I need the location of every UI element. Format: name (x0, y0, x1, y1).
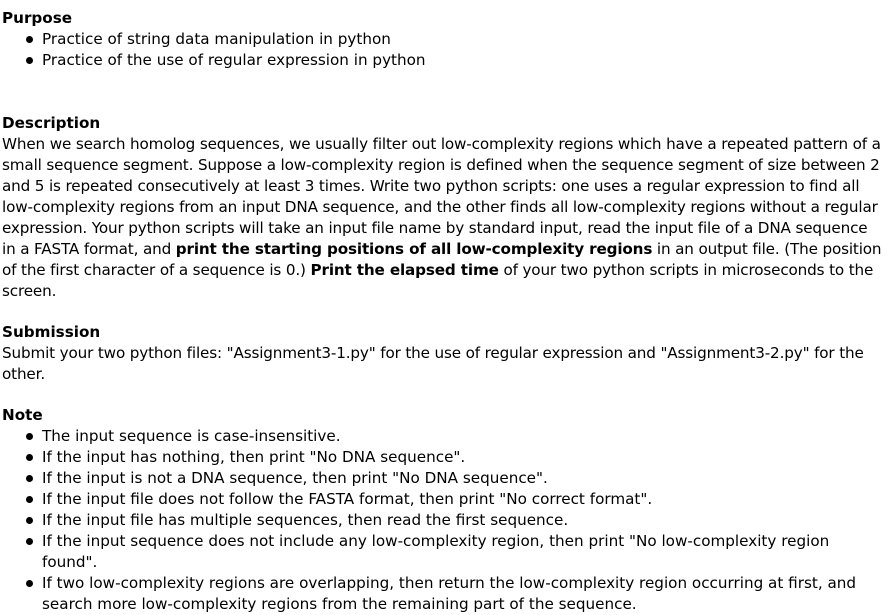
spacer (2, 385, 883, 405)
description-bold-part: Print the elapsed time (310, 261, 499, 279)
note-section (2, 405, 883, 615)
description-text-part: When we search homolog sequences, we usually filter out low-complexity regions which have a repeated pattern of a small sequence segment. Suppose a low-complexity region is defined when the sequence segment of size between 2 and 5 is repeated consecutively at least 3 times. Write two python scripts: one uses a regular expression to find all low-complexity regions from an input DNA sequence, and the other finds all low-complexity regions without a regular expression. Your python scripts will take an input file name by standard input, read the input file of a DNA sequence in a FASTA format, and (2, 135, 881, 258)
note-item: The input sequence is case-insensitive. (2, 426, 883, 447)
purpose-heading: Purpose (2, 9, 73, 27)
submission-heading: Submission (2, 323, 101, 341)
note-item: If the input file has multiple sequences, then read the first sequence. (2, 510, 883, 531)
purpose-item: Practice of the use of regular expression in python (2, 50, 883, 71)
purpose-item: Practice of string data manipulation in python (2, 29, 883, 50)
description-text-part: in an output file. (The position of the first character of a sequence is 0.) (2, 240, 882, 279)
spacer (2, 302, 883, 322)
purpose-section (2, 8, 883, 71)
submission-section (2, 322, 883, 385)
description-section (2, 113, 883, 302)
description-text (2, 134, 883, 302)
note-list (2, 426, 883, 615)
description-heading: Description (2, 114, 101, 132)
note-item: If the input sequence does not include any low-complexity region, then print "No low-complexity region found". (2, 531, 883, 573)
note-item: If the input is not a DNA sequence, then print "No DNA sequence". (2, 468, 883, 489)
note-item: If two low-complexity regions are overlapping, then return the low-complexity region occurring at first, and search more low-complexity regions from the remaining part of the sequence. (2, 573, 883, 615)
description-text-part: of your two python scripts in microseconds to the screen. (2, 261, 874, 300)
note-item: If the input has nothing, then print "No DNA sequence". (2, 447, 883, 468)
purpose-list (2, 29, 883, 71)
note-heading: Note (2, 406, 43, 424)
note-item: If the input file does not follow the FASTA format, then print "No correct format". (2, 489, 883, 510)
spacer (2, 71, 883, 113)
description-bold-part: print the starting positions of all low-complexity regions (175, 240, 653, 258)
submission-text: Submit your two python files: "Assignment3-1.py" for the use of regular expression and "Assignment3-2.py" for the other. (2, 344, 864, 383)
